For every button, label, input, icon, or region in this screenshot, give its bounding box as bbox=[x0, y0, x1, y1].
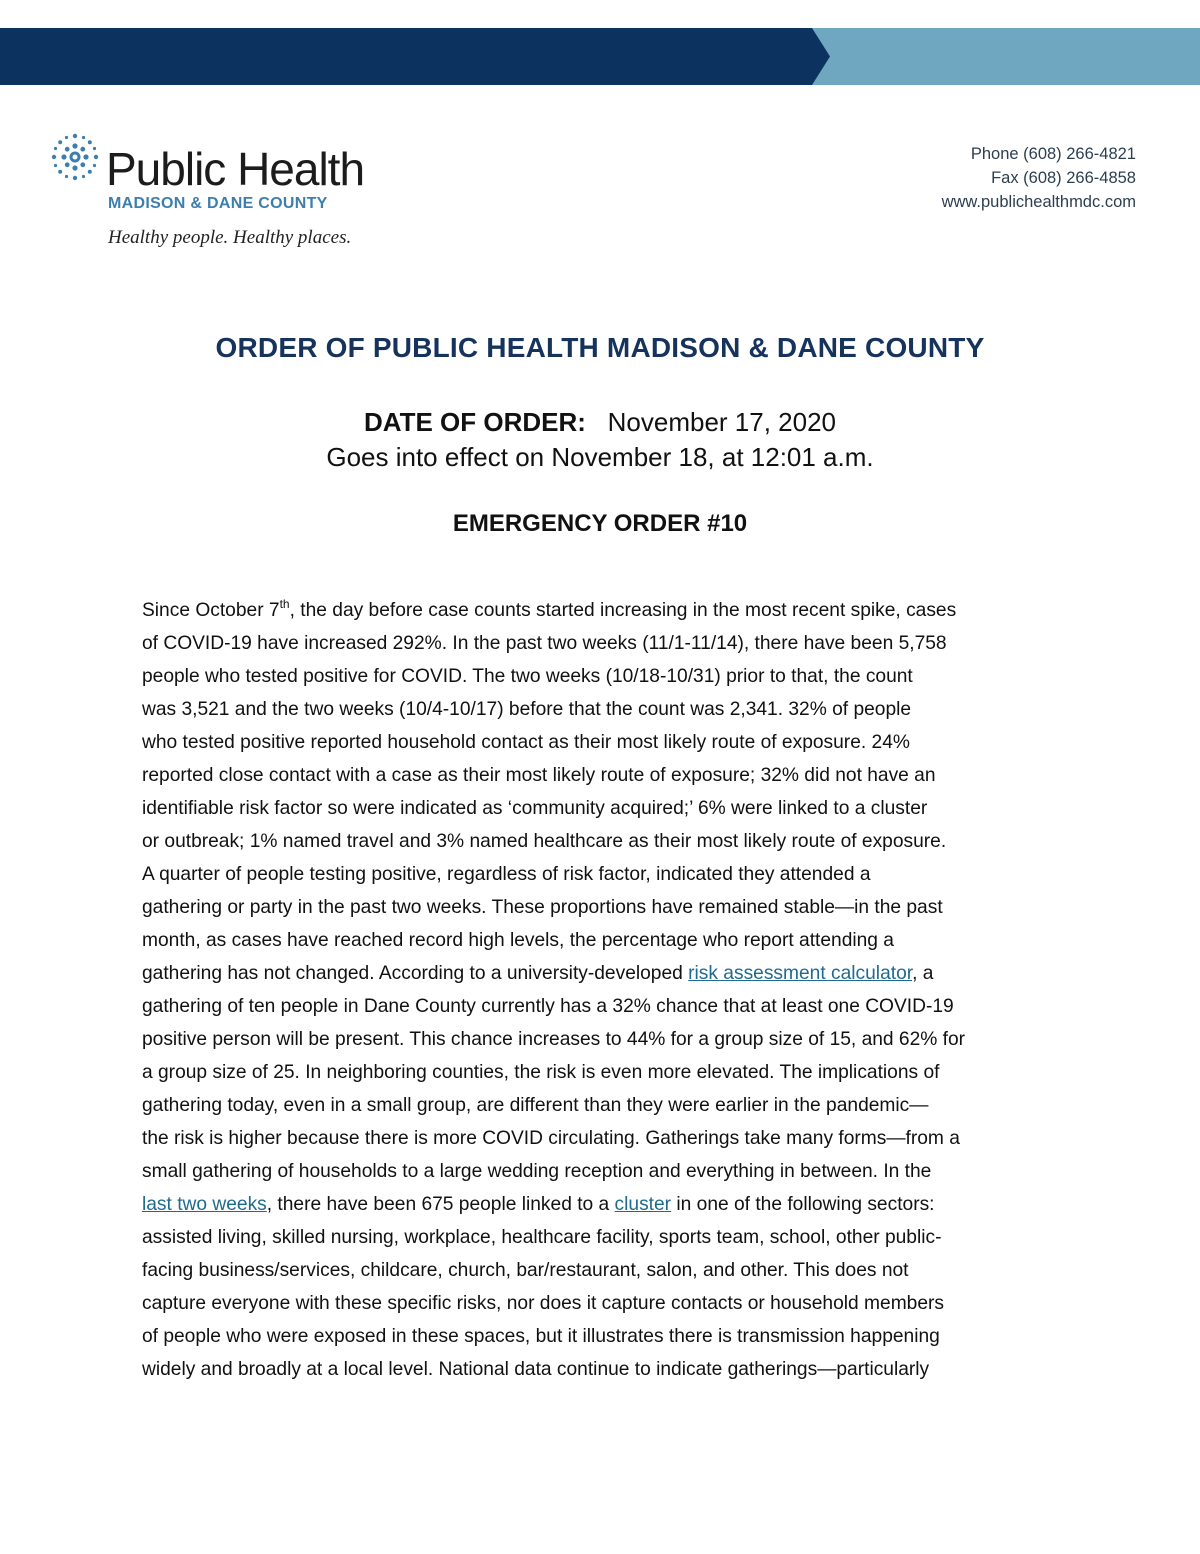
header-banner bbox=[0, 28, 1200, 85]
body-line: reported close contact with a case as their most likely route of exposure; 32% did not have an bbox=[142, 765, 936, 786]
body-line bbox=[142, 1188, 1062, 1221]
order-number: EMERGENCY ORDER #10 bbox=[452, 510, 748, 537]
body-line: positive person will be present. This chance increases to 44% for a group size of 15, and 62% for bbox=[142, 1029, 966, 1050]
body-line: gathering of ten people in Dane County currently has a 32% chance that at least one COVID-19 bbox=[142, 996, 954, 1017]
body-line: A quarter of people testing positive, regardless of risk factor, indicated they attended a bbox=[142, 864, 871, 885]
phone-number: Phone (608) 266-4821 bbox=[970, 145, 1136, 163]
contact-info bbox=[942, 142, 1136, 214]
body-text-segment: Since October 7 bbox=[142, 600, 280, 621]
body-line: the risk is higher because there is more COVID circulating. Gatherings take many forms—from a bbox=[142, 1128, 960, 1149]
sunburst-dots-icon bbox=[46, 128, 104, 186]
body-line: small gathering of households to a large wedding reception and everything in between. In the bbox=[142, 1161, 932, 1182]
website-link[interactable]: www.publichealthmdc.com bbox=[941, 193, 1136, 211]
date-of-order bbox=[0, 407, 1200, 438]
body-line bbox=[142, 957, 1062, 990]
date-label: DATE OF ORDER: bbox=[363, 407, 586, 437]
body-line: gathering or party in the past two weeks. These proportions have remained stable—in the past bbox=[142, 897, 943, 918]
logo-tagline: Healthy people. Healthy places. bbox=[108, 227, 352, 248]
public-health-logo bbox=[46, 128, 386, 258]
effective-date: Goes into effect on November 18, at 12:01 a.m. bbox=[326, 442, 874, 472]
body-line: widely and broadly at a local level. National data continue to indicate gatherings—particularly bbox=[142, 1359, 930, 1380]
logo-subtitle: MADISON & DANE COUNTY bbox=[108, 195, 328, 212]
body-text-segment: , the day before case counts started increasing in the most recent spike, cases bbox=[289, 600, 957, 621]
body-line: people who tested positive for COVID. The two weeks (10/18-10/31) prior to that, the count bbox=[142, 666, 913, 687]
body-line: of people who were exposed in these spaces, but it illustrates there is transmission happening bbox=[142, 1326, 940, 1347]
body-line: assisted living, skilled nursing, workplace, healthcare facility, sports team, school, other public- bbox=[142, 1227, 942, 1248]
body-line: month, as cases have reached record high levels, the percentage who report attending a bbox=[142, 930, 894, 951]
banner-graphic bbox=[0, 28, 1200, 85]
body-line: facing business/services, childcare, church, bar/restaurant, salon, and other. This does not bbox=[142, 1260, 909, 1281]
last-two-weeks-link[interactable]: last two weeks bbox=[142, 1194, 267, 1215]
logo-title: Public Health bbox=[106, 143, 365, 195]
body-line: who tested positive reported household contact as their most likely route of exposure. 24% bbox=[142, 732, 910, 753]
date-value bbox=[593, 407, 836, 437]
cluster-link[interactable]: cluster bbox=[614, 1194, 672, 1215]
body-line: or outbreak; 1% named travel and 3% named healthcare as their most likely route of exposure. bbox=[142, 831, 947, 852]
body-line: identifiable risk factor so were indicated as ‘community acquired;’ 6% were linked to a cluster bbox=[142, 798, 928, 819]
body-line: was 3,521 and the two weeks (10/4-10/17) before that the count was 2,341. 32% of people bbox=[142, 699, 912, 720]
body-text-segment: , there have been 675 people linked to a bbox=[266, 1194, 615, 1215]
body-paragraph bbox=[142, 594, 1062, 1386]
superscript: th bbox=[279, 597, 290, 611]
body-text-segment: gathering has not changed. According to a university-developed bbox=[142, 963, 689, 984]
body-text-segment: , a bbox=[912, 963, 934, 984]
body-line: of COVID-19 have increased 292%. In the past two weeks (11/1-11/14), there have been 5,758 bbox=[142, 633, 947, 654]
body-text-segment: in one of the following sectors: bbox=[671, 1194, 935, 1215]
date-value-text: November 17, 2020 bbox=[607, 407, 836, 437]
body-line: gathering today, even in a small group, are different than they were earlier in the pandemic— bbox=[142, 1095, 929, 1116]
page-title: ORDER OF PUBLIC HEALTH MADISON & DANE COUNTY bbox=[215, 332, 985, 363]
body-line: a group size of 25. In neighboring counties, the risk is even more elevated. The implications of bbox=[142, 1062, 940, 1083]
risk-assessment-calculator-link[interactable]: risk assessment calculator bbox=[688, 963, 913, 984]
body-line: capture everyone with these specific risks, nor does it capture contacts or household members bbox=[142, 1293, 945, 1314]
fax-number: Fax (608) 266-4858 bbox=[991, 169, 1136, 187]
body-line bbox=[142, 594, 1062, 627]
